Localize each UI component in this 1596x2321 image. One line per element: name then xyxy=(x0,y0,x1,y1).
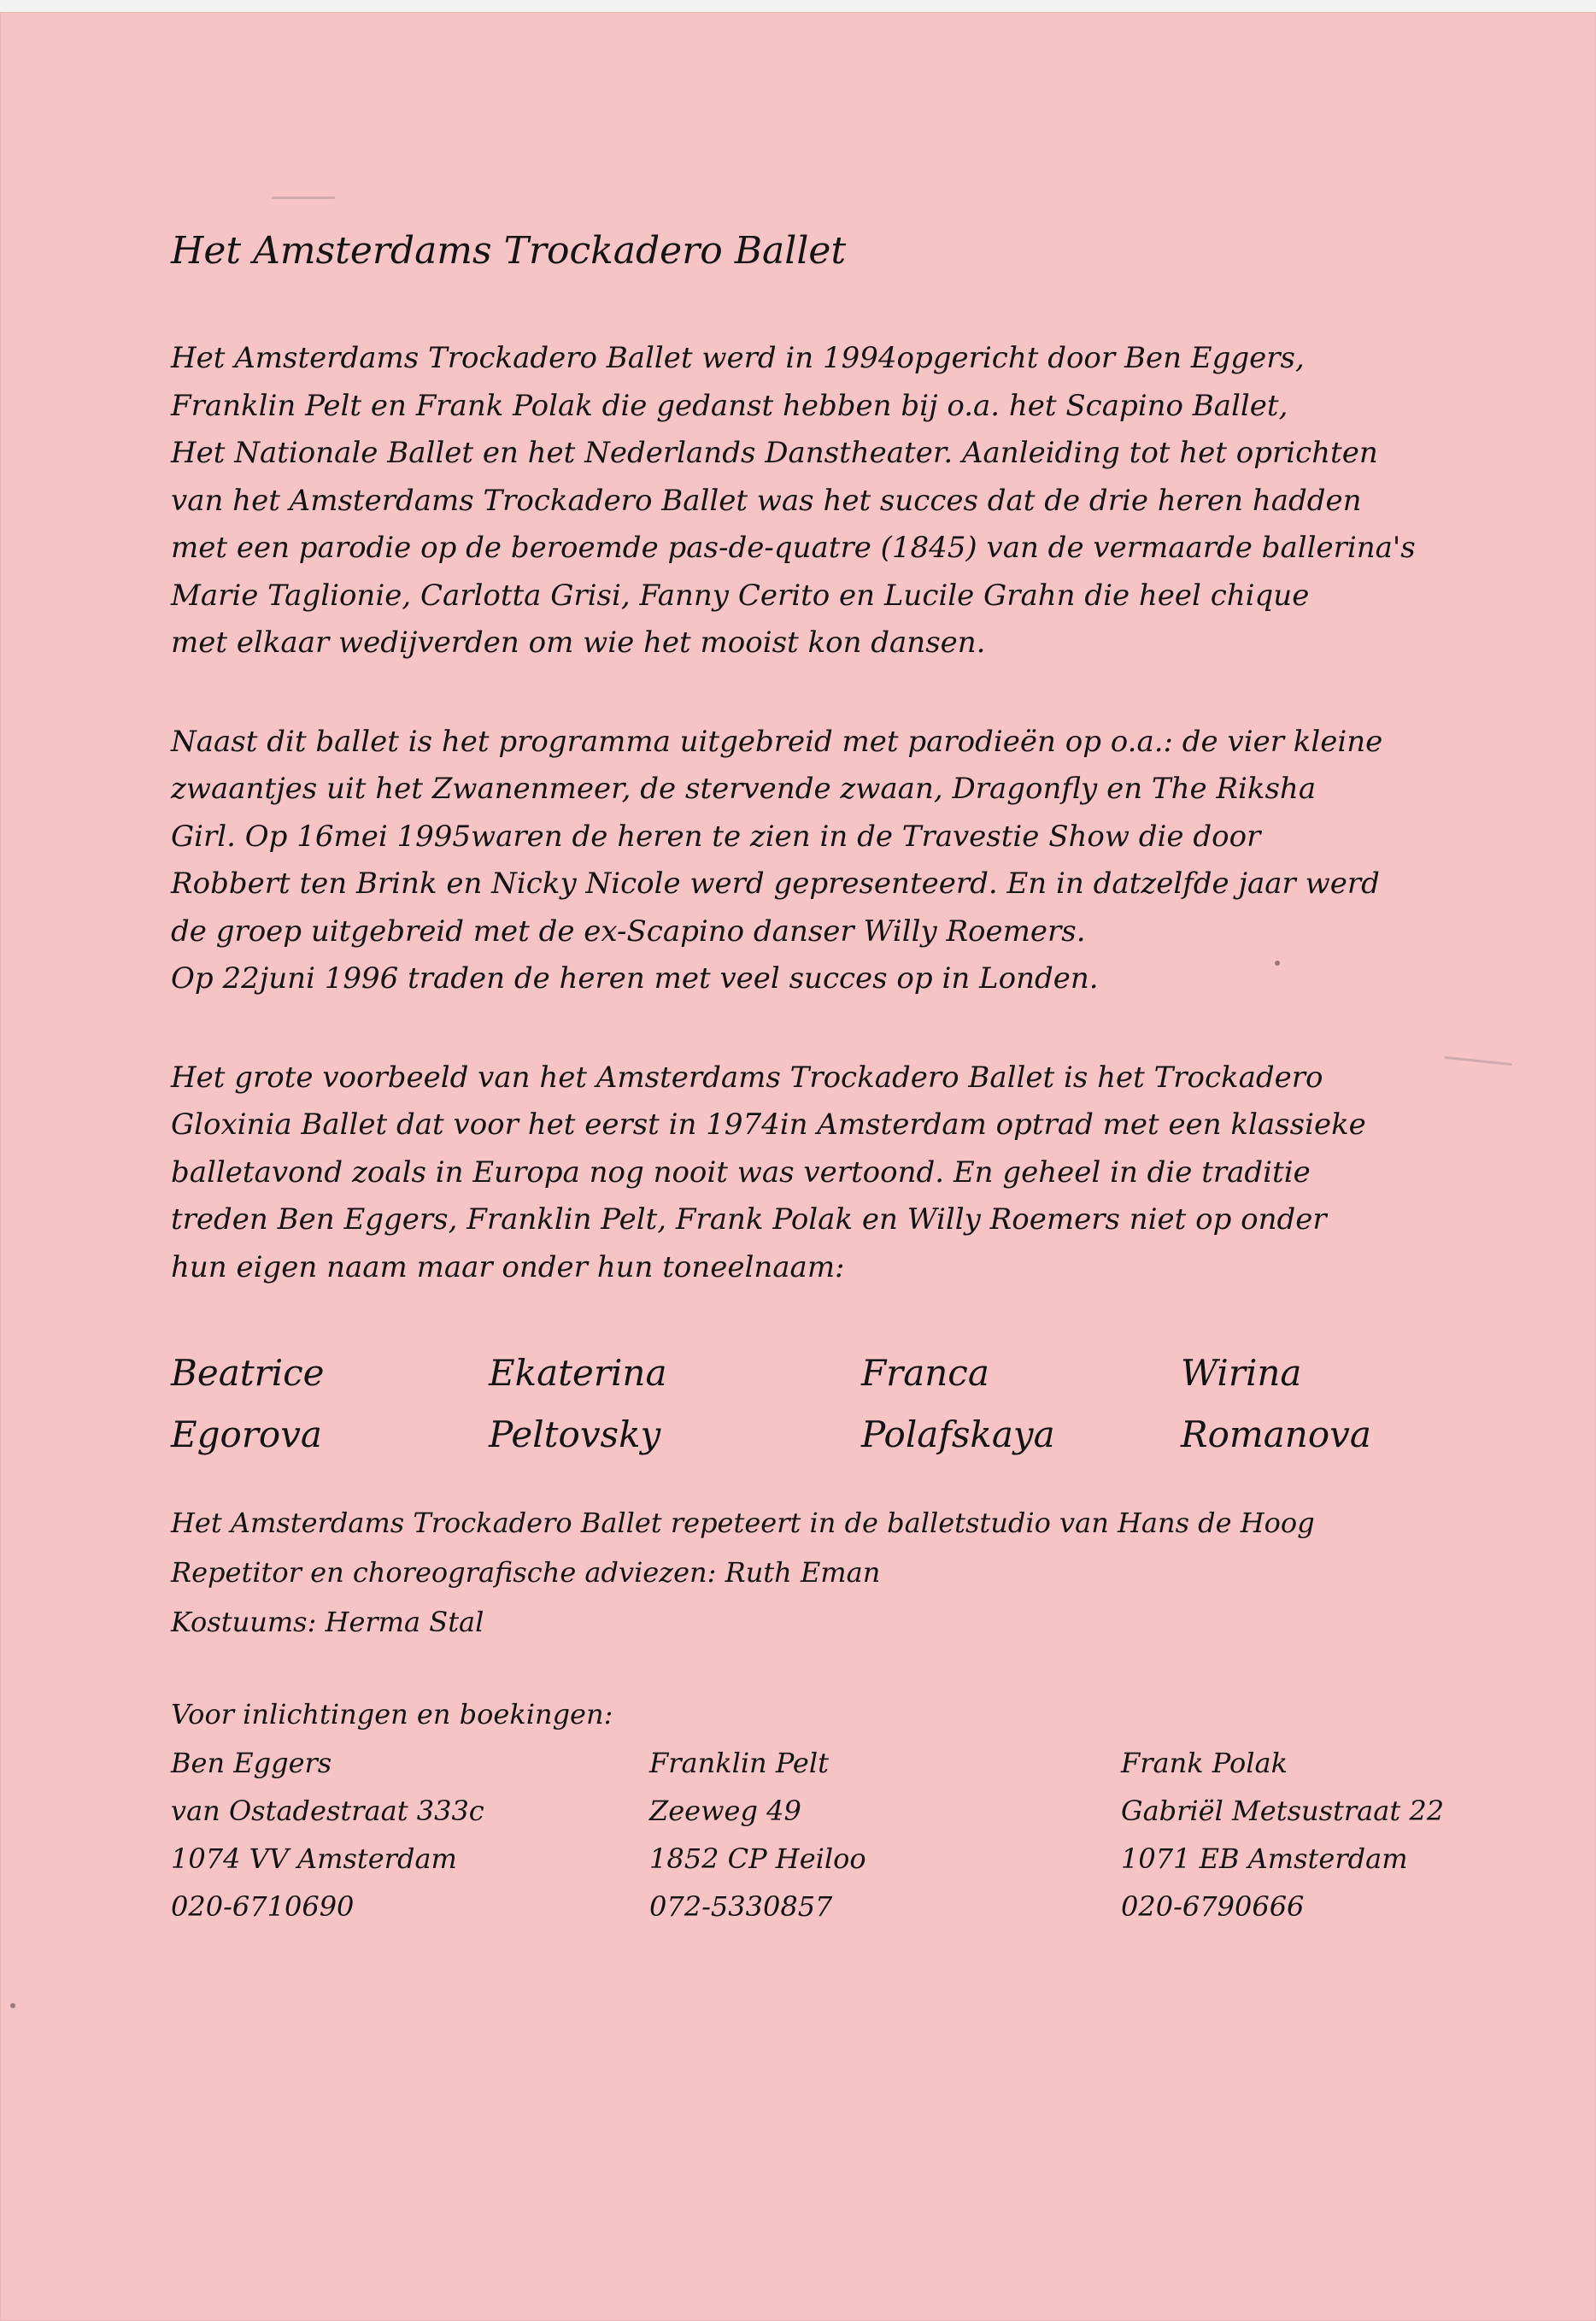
document-body xyxy=(171,226,1470,1944)
stage-first-name: Franca xyxy=(861,1352,989,1394)
text-line: Het grote voorbeeld van het Amsterdams Trockadero Ballet is het Trockadero xyxy=(171,1060,1323,1095)
stage-name xyxy=(489,1343,666,1466)
credit-line: Het Amsterdams Trockadero Ballet repeteert in de balletstudio van Hans de Hoog xyxy=(171,1507,1315,1539)
text-line: Het Nationale Ballet en het Nederlands Danstheater. Aanleiding tot het oprichten xyxy=(171,436,1378,470)
contacts xyxy=(171,1739,1470,1944)
contact-phone: 020-6790666 xyxy=(1121,1890,1305,1923)
credit-line: Kostuums: Herma Stal xyxy=(171,1606,484,1638)
contact-name: Franklin Pelt xyxy=(649,1747,829,1779)
text-line: van het Amsterdams Trockadero Ballet was het succes dat de drie heren hadden xyxy=(171,483,1362,518)
text-line: met een parodie op de beroemde pas-de-quatre (1845) van de vermaarde ballerina's xyxy=(171,531,1416,565)
contact-city: 1852 CP Heiloo xyxy=(649,1842,866,1875)
text-line: Naast dit ballet is het programma uitgebreid met parodieën op o.a.: de vier kleine xyxy=(171,724,1383,759)
stage-first-name: Ekaterina xyxy=(489,1352,667,1394)
contact-name: Frank Polak xyxy=(1121,1747,1288,1779)
contact-name: Ben Eggers xyxy=(171,1747,332,1779)
stage-names xyxy=(171,1343,1470,1471)
stage-name xyxy=(171,1343,325,1466)
text-line: balletavond zoals in Europa nog nooit was vertoond. En geheel in die traditie xyxy=(171,1155,1311,1190)
text-line: Op 22juni 1996 traden de heren met veel succes op in Londen. xyxy=(171,961,1099,996)
contact-heading: Voor inlichtingen en boekingen: xyxy=(171,1698,613,1730)
text-line: Gloxinia Ballet dat voor het eerst in 1974in Amsterdam optrad met een klassieke xyxy=(171,1108,1366,1142)
stage-last-name: Peltovsky xyxy=(489,1413,661,1455)
text-line: Marie Taglionie, Carlotta Grisi, Fanny Cerito en Lucile Grahn die heel chique xyxy=(171,578,1310,613)
contact-block xyxy=(1121,1739,1444,1930)
credits xyxy=(171,1498,1470,1647)
text-line: Franklin Pelt en Frank Polak die gedanst hebben bij o.a. het Scapino Ballet, xyxy=(171,388,1288,423)
stage-first-name: Beatrice xyxy=(171,1352,325,1394)
stage-name xyxy=(1181,1343,1371,1466)
contact-street: Zeeweg 49 xyxy=(649,1795,801,1827)
speck xyxy=(10,2003,15,2008)
contact-block xyxy=(649,1739,866,1930)
stage-first-name: Wirina xyxy=(1181,1352,1302,1394)
text-line: de groep uitgebreid met de ex-Scapino danser Willy Roemers. xyxy=(171,914,1086,949)
stage-last-name: Polafskaya xyxy=(861,1413,1055,1455)
paper-sheet xyxy=(0,12,1596,2321)
contact-street: van Ostadestraat 333c xyxy=(171,1795,484,1827)
credit-line: Repetitor en choreografische adviezen: Ruth Eman xyxy=(171,1556,881,1589)
text-line: met elkaar wedijverden om wie het mooist kon dansen. xyxy=(171,626,986,660)
stage-last-name: Romanova xyxy=(1181,1413,1371,1455)
text-line: treden Ben Eggers, Franklin Pelt, Frank Polak en Willy Roemers niet op onder xyxy=(171,1202,1327,1237)
contact-phone: 020-6710690 xyxy=(171,1890,355,1923)
contact-street: Gabriël Metsustraat 22 xyxy=(1121,1795,1445,1827)
stage-name xyxy=(861,1343,1055,1466)
text-line: hun eigen naam maar onder hun toneelnaam: xyxy=(171,1249,845,1284)
paragraph-founding xyxy=(171,335,1470,667)
text-line: zwaantjes uit het Zwanenmeer, de stervende zwaan, Dragonfly en The Riksha xyxy=(171,772,1317,806)
stage-last-name: Egorova xyxy=(171,1413,322,1455)
text-line: Robbert ten Brink en Nicky Nicole werd gepresenteerd. En in datzelfde jaar werd xyxy=(171,867,1380,901)
paragraph-program xyxy=(171,719,1470,1003)
contact-phone: 072-5330857 xyxy=(649,1890,833,1923)
paragraph-tradition xyxy=(171,1055,1470,1292)
text-line: Het Amsterdams Trockadero Ballet werd in 1994opgericht door Ben Eggers, xyxy=(171,341,1305,375)
contact-block xyxy=(171,1739,484,1930)
pencil-mark xyxy=(272,197,335,199)
contact-city: 1071 EB Amsterdam xyxy=(1121,1842,1408,1875)
text-line: Girl. Op 16mei 1995waren de heren te zien in de Travestie Show die door xyxy=(171,819,1261,854)
contact-city: 1074 VV Amsterdam xyxy=(171,1842,457,1875)
document-title: Het Amsterdams Trockadero Ballet xyxy=(171,229,847,273)
